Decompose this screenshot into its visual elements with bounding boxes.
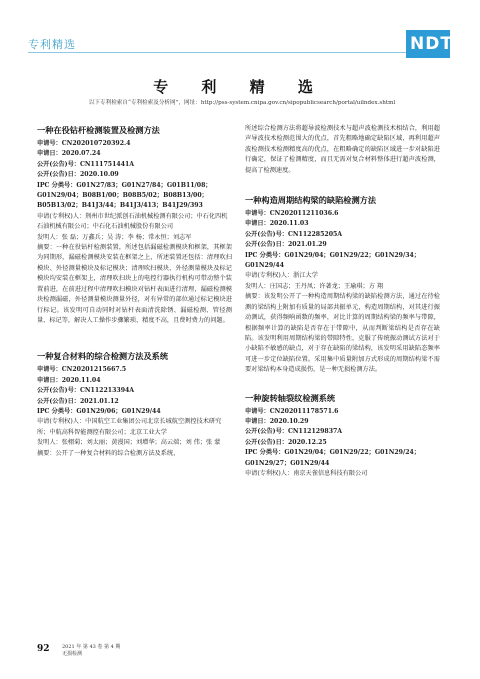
publication-date: 公开(公告)日：2021.01.12 xyxy=(37,397,119,405)
applicant: 申请(专利权)人：荆州市世纪派创石油机械检测有限公司；中石化四机石油机械有限公司；中石化石油机械股份有限公司 xyxy=(37,212,228,231)
page-number: 92 xyxy=(37,644,50,654)
inventors: 发明人：庄国志；王丹凤；许著龙；王瑜琪；方 翔 xyxy=(245,282,384,290)
publication-number: 公开(公告)号：CN112285205A xyxy=(245,230,343,238)
page-title: 专 利 精 选 xyxy=(153,78,327,96)
issue-info xyxy=(62,644,120,658)
publication-date: 公开(公告)日：2020.12.25 xyxy=(245,438,327,446)
inventors: 发明人：张栩菊；刘太丽；黄漫国；刘增华；高云端；刘 伟；张 蒙 xyxy=(37,439,221,447)
application-number: 申请号：CN202011178571.6 xyxy=(245,407,339,415)
abstract: 摘要：一种在役钻杆检测装置，所述包括漏磁检测模块和框架，其框架为同期形，漏磁检测模块安装在框架之上，所述装置还包括：清理吹扫模块、外径测量模块及标记模块；清理吹扫模块、外径测量模块及标记模块均安装在框架上，清理吹扫块上的电控行器执行机构可带动整个装置前进，在前进过程中清理吹扫模块对钻杆表面进行清理，漏磁检测模块检测漏磁，外径测量模块测量外径，对有异常的部位通过标记模块进行标记。该发明可自动同时对钻杆表面清洗除锈、漏磁检测、管径测量、标记等，解决人工操作步骤繁琐、精度不高，且费时费力的问题。 xyxy=(37,244,232,324)
application-number: 申请号：CN202010720392.4 xyxy=(37,140,131,147)
application-date: 申请日：2020.11.04 xyxy=(37,376,101,384)
patent-title: 一种在役钻杆检测装置及检测方法 xyxy=(37,125,160,135)
application-number: 申请号：CN20201215667.5 xyxy=(37,366,127,374)
application-date: 申请日：2020.07.24 xyxy=(37,150,101,158)
left-column xyxy=(37,124,232,459)
right-column xyxy=(245,124,440,479)
application-date: 申请日：2020.11.03 xyxy=(245,220,309,228)
abstract-continued: 所述综合检测方法将超导波检测技术与超声波检测技术相结合，利用超声导波技术检测范围大的优点，首先粗略地确定缺陷区域，再利用超声波检测技术检测精度高的优点，在粗略确定的缺陷区域进一步对缺陷进行确定，保证了检测精度，而且无需对复合材料整体进行超声波检测，提高了检测速度。 xyxy=(245,125,440,174)
application-date: 申请日：2020.10.29 xyxy=(245,417,309,425)
applicant: 申请(专利权)人：中国航空工业集团公司北京长城航空测控技术研究所；中航高科智能测控有限公司；北京工业大学 xyxy=(37,418,222,436)
ipc-classification: IPC 分类号：G01N29/06；G01N29/44 xyxy=(37,407,161,415)
publication-date: 公开(公告)日：2020.10.09 xyxy=(37,171,119,179)
ipc-classification: IPC 分类号：G01N29/04；G01N29/22；G01N29/34；G01N29/44 xyxy=(245,251,421,270)
page-header xyxy=(0,0,480,62)
abstract-start xyxy=(37,449,232,459)
source-note: 以下专利检索自“专利检索及分析网”，网址：http://pss-system.cnipa.gov.cn/sipopublicsearch/portal/uilndex.shtml xyxy=(88,100,396,106)
patent-entry xyxy=(37,350,232,459)
inventors: 发明人：张 磊；万鑫兵；吴 涛；李 杨；常永恒；刘志军 xyxy=(37,233,192,241)
patent-title: 一种旋转轴裂纹检测系统 xyxy=(245,392,336,403)
applicant: 申请(专利权)人：南京天雀信息科技有限公司 xyxy=(245,469,368,477)
application-number: 申请号：CN202011211036.6 xyxy=(245,210,339,218)
journal-logo-text: NDT xyxy=(410,34,453,54)
ipc-classification: IPC 分类号：G01N27/83；G01N27/84；G01B11/08；G01N29/04；B08B1/00；B08B5/02；B08B13/00；B05B13/02；B41J3/44；B41J3/413；B41J29/393 xyxy=(37,181,212,210)
issue-line: 2021 年 第 43 卷 第 4 期 xyxy=(62,644,121,650)
publication-number: 公开(公告)号：CN111751441A xyxy=(37,160,135,168)
ipc-classification: IPC 分类号：G01N29/04；G01N29/22；G01N29/24；G01N29/27；G01N29/44 xyxy=(245,449,421,467)
abstract-text: 摘要：公开了一种复合材料的综合检测方法及系统， xyxy=(37,449,180,457)
publication-date: 公开(公告)日：2021.01.29 xyxy=(245,241,327,249)
journal-name: 无损检测 xyxy=(62,651,83,657)
publication-number: 公开(公告)号：CN112129837A xyxy=(245,428,343,436)
patent-title: 一种复合材料的综合检测方法及系统 xyxy=(37,351,169,362)
patent-entry xyxy=(37,124,232,326)
header-divider xyxy=(28,52,408,53)
section-title: 专利精选 xyxy=(28,38,76,51)
patent-entry xyxy=(245,194,440,376)
applicant: 申请(专利权)人：浙江大学 xyxy=(245,272,318,280)
publication-number: 公开(公告)号：CN112213394A xyxy=(37,387,135,395)
patent-entry xyxy=(245,392,440,480)
patent-title: 一种构造周期结构梁的缺陷检测方法 xyxy=(245,195,377,206)
abstract: 摘要：该发明公开了一种构造周期结构梁的缺陷检测方法，通过在待检测的梁结构上附加有质量的局部共振单元，构造周期结构，对其进行振动测试，获得频响函数的频率，对比计算的周期结构梁的频率与带隙，根据频率计算的缺陷是否存在于带隙中，从而判断梁结构是否存在缺陷。该发明利用周期结构梁的带隙特性，克服了传统振动测试方法对于小缺陷不敏感的缺点，对于存在缺陷的梁结构，该发明采用缺陷态频率可进一步定位缺陷位置。采用集中质量附加方式形成的周期结构梁不需要对梁结构本身造成损伤，是一种无损检测方法。 xyxy=(245,293,440,374)
